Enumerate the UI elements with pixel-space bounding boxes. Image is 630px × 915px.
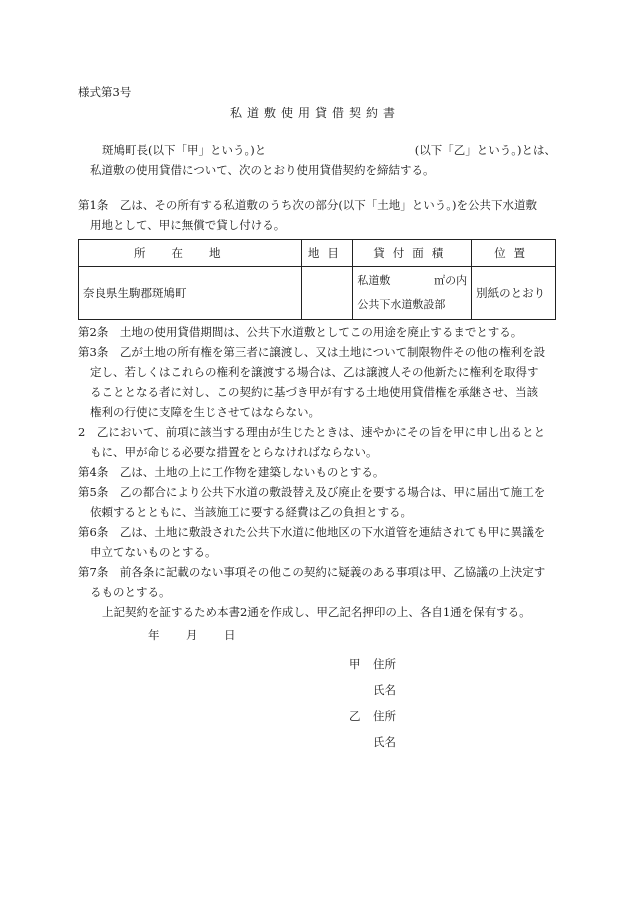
article-7: 第7条 前各条に記載のない事項その他この契約に疑義のある事項は甲、乙協議の上決定す るものとする。 [78,565,546,599]
party-b-label: 乙 [349,709,361,723]
intro-line-1-a: 斑鳩町長(以下「甲」という。)と [102,143,267,157]
closing-statement: 上記契約を証するため本書2通を作成し、甲乙記名押印の上、各自1通を保有する。 [102,605,531,619]
date-month: 月 [186,628,198,642]
party-b-address-label: 住所 [373,709,396,723]
parcel-table [78,239,556,320]
article-3-paragraph-2: 2 乙において、前項に該当する理由が生じたときは、速やかにその旨を甲に申し出るとと もに、甲が命じる必要な措置をとらなければならない。 [78,425,546,459]
cell-location: 奈良県生駒郡斑鳩町 [79,267,302,320]
article-2: 第2条 土地の使用貸借期間は、公共下水道敷としてこの用途を廃止するまでとする。 [78,325,523,339]
article-1-line-1: 第1条 乙は、その所有する私道敷のうち次の部分(以下「土地」という。)を公共下水道敷 [78,198,538,212]
intro-line-1 [78,140,556,160]
form-number: 様式第3号 [78,85,132,99]
party-b-name-line [373,734,396,750]
party-b-name-label: 氏名 [373,735,396,749]
cell-area [353,267,472,320]
article-3: 第3条 乙が土地の所有権を第三者に譲渡し、又は土地について制限物件その他の権利を設 定し、若しくはこれらの権利を譲渡する場合は、乙は譲渡人その他新たに権利を取得す ることとなる者に対し、この契約に基づき甲が有する土地使用貸借権を承継させ、当該 権利の行使に支障を生じさせてはならない。 [78,345,546,419]
cell-position: 別紙のとおり [472,267,556,320]
article-6: 第6条 乙は、土地に敷設された公共下水道に他地区の下水道管を連結されても甲に異議を 申立てないものとする。 [78,525,546,559]
contract-date [148,627,262,643]
party-a-address-line [349,656,396,672]
party-a-name-line [373,682,396,698]
area-line-1-a: 私道敷 [357,274,391,287]
area-line-1-b: ㎡の内 [434,274,468,287]
party-b-address-line [349,708,396,724]
article-4: 第4条 乙は、土地の上に工作物を建築しないものとする。 [78,465,385,479]
cell-land-category [302,267,353,320]
intro-paragraph [78,140,556,180]
article-1-line-2: 用地として、甲に無償で貸し付ける。 [90,218,286,232]
article-1 [78,195,556,235]
date-day: 日 [224,628,236,642]
article-5: 第5条 乙の都合により公共下水道の敷設替え及び廃止を要する場合は、甲に届出て施工を 依頼するとともに、当該施工に要する経費は乙の負担とする。 [78,485,546,519]
party-a-address-label: 住所 [373,657,396,671]
party-a-name-label: 氏名 [373,683,396,697]
party-a-label: 甲 [349,657,361,671]
intro-line-1-b: (以下「乙」という。)とは、 [414,143,556,157]
header-area: 貸付面積 [353,240,472,267]
articles-list [78,322,556,622]
header-location: 所在地 [79,240,302,267]
date-year: 年 [148,628,160,642]
header-position: 位置 [472,240,556,267]
intro-line-2: 私道敷の使用貸借について、次のとおり使用貸借契約を締結する。 [90,163,435,177]
area-line-2: 公共下水道敷設部 [357,298,446,311]
document-title: 私道敷使用貸借契約書 [229,106,400,120]
parcel-table-header-row [79,240,556,267]
header-land-category: 地目 [302,240,353,267]
parcel-table-row [79,267,556,320]
